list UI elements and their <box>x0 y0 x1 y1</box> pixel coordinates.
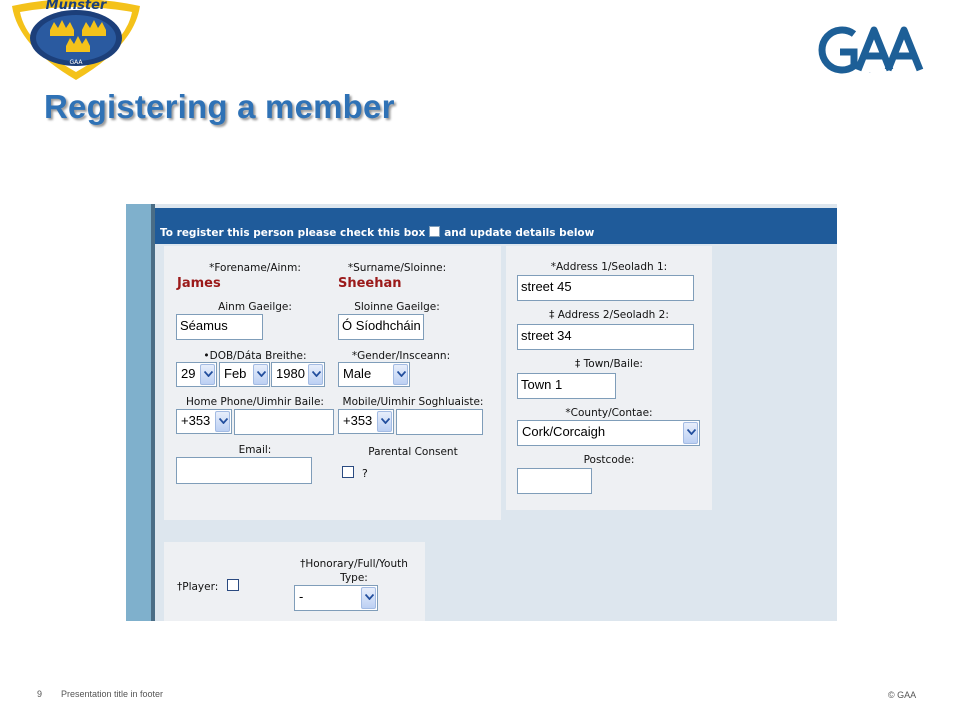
chevron-down-icon <box>377 411 392 432</box>
svg-text:GAA: GAA <box>868 73 872 74</box>
email-input[interactable] <box>176 457 312 484</box>
address1-input[interactable]: street 45 <box>517 275 694 301</box>
irish-forename-input[interactable]: Séamus <box>176 314 263 340</box>
mobile-code-select[interactable] <box>338 409 394 434</box>
postcode-input[interactable] <box>517 468 592 494</box>
parental-consent-help[interactable]: ? <box>362 467 368 480</box>
address1-label: *Address 1/Seoladh 1: <box>550 261 668 273</box>
register-text-after: and update details below <box>444 227 595 239</box>
home-phone-label: Home Phone/Uimhir Baile: <box>186 396 324 408</box>
chevron-down-icon <box>393 364 408 385</box>
town-label: ‡ Town/Baile: <box>575 358 643 370</box>
chevron-down-icon <box>253 364 268 385</box>
chevron-down-icon <box>215 411 230 432</box>
footer-copyright: © GAA <box>888 690 917 700</box>
surname-label: *Surname/Sloinne: <box>347 262 447 274</box>
postcode-label: Postcode: <box>583 454 635 466</box>
home-phone-code-value: +353 <box>181 413 211 428</box>
irish-surname-label: Sloinne Gaeilge: <box>354 301 440 313</box>
membership-type-select[interactable] <box>294 585 378 611</box>
register-text-before: To register this person please check this box <box>160 227 426 239</box>
svg-text:Munster: Munster <box>45 0 107 13</box>
membership-type-label-line1: †Honorary/Full/Youth <box>300 558 408 570</box>
forename-label: *Forename/Ainm: <box>209 262 301 274</box>
gender-select[interactable] <box>338 362 410 387</box>
chevron-down-icon <box>361 587 376 609</box>
chevron-down-icon <box>683 422 698 444</box>
dob-year-select[interactable] <box>271 362 325 387</box>
player-label: †Player: <box>177 581 219 593</box>
home-phone-input[interactable] <box>234 409 334 435</box>
county-value: Cork/Corcaigh <box>522 424 606 439</box>
membership-type-value: - <box>299 589 304 604</box>
slide-title: Registering a member <box>44 88 395 125</box>
dob-year-value: 1980 <box>276 366 305 381</box>
dob-label: •DOB/Dáta Breithe: <box>203 350 307 362</box>
register-checkbox[interactable] <box>429 226 440 237</box>
svg-text:GAA: GAA <box>69 59 83 66</box>
chevron-down-icon <box>308 364 323 385</box>
county-label: *County/Contae: <box>565 407 653 419</box>
register-header-bar <box>155 208 837 244</box>
forename-value: James <box>177 276 221 291</box>
surname-value: Sheehan <box>338 276 402 291</box>
parental-consent-checkbox[interactable] <box>342 466 354 478</box>
mobile-code-value: +353 <box>343 413 373 428</box>
address2-label: ‡ Address 2/Seoladh 2: <box>549 309 669 321</box>
gender-label: *Gender/Insceann: <box>351 350 451 362</box>
left-sidebar <box>126 204 152 621</box>
dob-day-select[interactable] <box>176 362 217 387</box>
email-label: Email: <box>238 444 272 456</box>
mobile-input[interactable] <box>396 409 483 435</box>
irish-surname-input[interactable]: Ó Síodhcháin <box>338 314 424 340</box>
county-select[interactable] <box>517 420 700 446</box>
gender-value: Male <box>343 366 372 381</box>
footer-page-number: 9 <box>37 689 43 699</box>
munster-logo <box>6 0 146 82</box>
membership-type-label-line2: Type: <box>340 572 368 584</box>
chevron-down-icon <box>200 364 215 385</box>
mobile-label: Mobile/Uimhir Soghluaiste: <box>342 396 484 408</box>
dob-month-value: Feb <box>224 366 247 381</box>
gaa-logo <box>814 26 926 74</box>
home-phone-code-select[interactable] <box>176 409 232 434</box>
address2-input[interactable]: street 34 <box>517 324 694 350</box>
dob-month-select[interactable] <box>219 362 270 387</box>
player-checkbox[interactable] <box>227 579 239 591</box>
footer-presentation-title: Presentation title in footer <box>61 689 164 699</box>
parental-consent-label: Parental Consent <box>368 446 458 458</box>
registration-form-screenshot <box>126 204 837 621</box>
town-input[interactable]: Town 1 <box>517 373 616 399</box>
irish-forename-label: Ainm Gaeilge: <box>218 301 292 313</box>
dob-day-value: 29 <box>181 366 196 381</box>
